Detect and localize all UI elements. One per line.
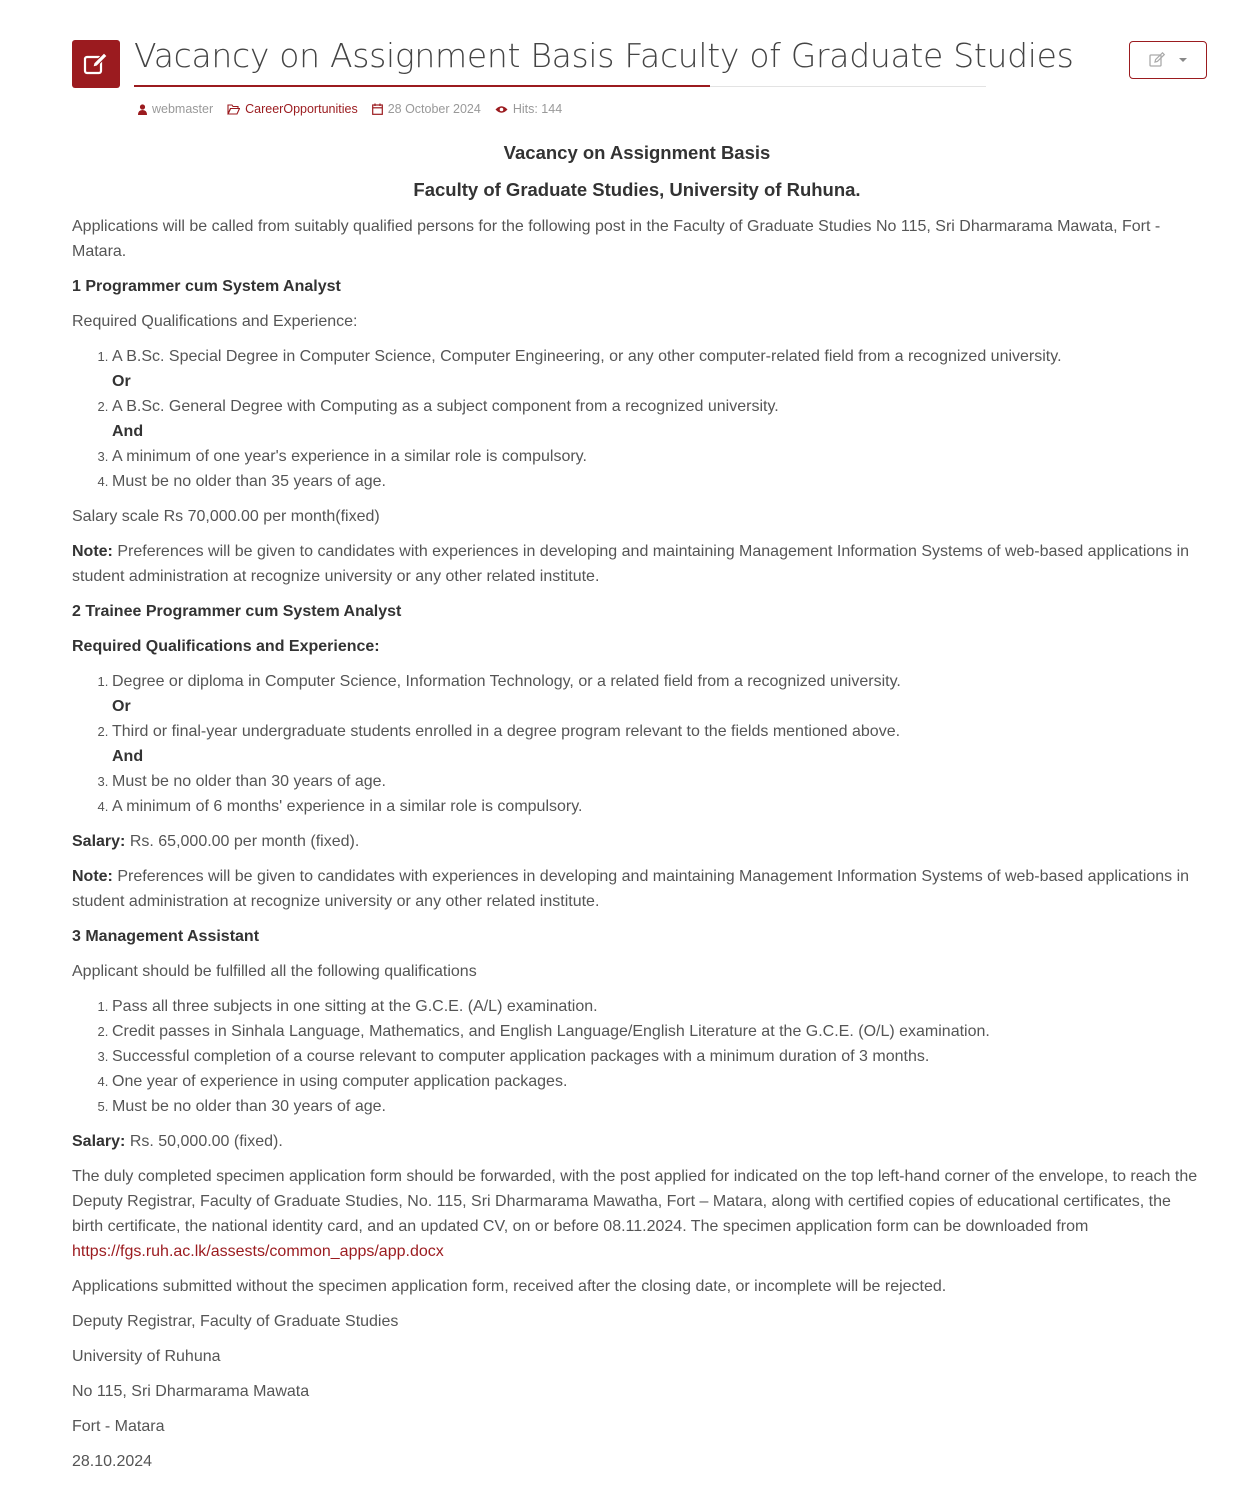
list-item: 4. Must be no older than 35 years of age. bbox=[112, 469, 1202, 494]
post-3-requirements-label: Applicant should be fulfilled all the following qualifications bbox=[72, 963, 477, 980]
meta-category bbox=[227, 102, 358, 116]
note-text: Preferences will be given to candidates with experiences in developing and maintaining Management Information Systems of web-based applications in student administration at recognize university or any other related institute. bbox=[72, 868, 1190, 910]
list-item: 3. Must be no older than 30 years of age. bbox=[112, 769, 1202, 794]
edit-options-button[interactable] bbox=[1129, 41, 1207, 79]
meta-category-link[interactable]: CareerOpportunities bbox=[245, 102, 358, 116]
article-heading-1: Vacancy on Assignment Basis bbox=[503, 142, 771, 163]
title-wrap bbox=[134, 30, 1074, 87]
meta-date-text: 28 October 2024 bbox=[387, 102, 481, 116]
list-item: 1. Degree or diploma in Computer Science, Information Technology, or a related field from a recognized university. Or bbox=[112, 669, 1202, 719]
article-meta bbox=[138, 99, 576, 119]
intro-paragraph: Applications will be called from suitably qualified persons for the following post in the Faculty of Graduate Studies No 115, Sri Dharmarama Mawata, Fort - Matara. bbox=[72, 218, 1161, 260]
list-item: 2. Credit passes in Sinhala Language, Mathematics, and English Language/English Literature at the G.C.E. (O/L) examination. bbox=[112, 1019, 1202, 1044]
joiner-and: And bbox=[112, 748, 144, 765]
post-2-salary bbox=[72, 829, 1202, 854]
post-3-salary bbox=[72, 1129, 1202, 1154]
calendar-icon bbox=[372, 103, 383, 115]
note-label: Note: bbox=[72, 543, 113, 560]
article-heading-2: Faculty of Graduate Studies, University of Ruhuna. bbox=[413, 179, 861, 200]
post-1-title: 1 Programmer cum System Analyst bbox=[72, 278, 341, 295]
post-2-qualifications-list bbox=[72, 669, 1202, 819]
signature-line: Deputy Registrar, Faculty of Graduate Studies bbox=[72, 1313, 399, 1330]
eye-icon bbox=[495, 105, 508, 114]
article-body bbox=[72, 140, 1202, 1484]
edit-icon bbox=[1149, 52, 1167, 68]
signature-line: University of Ruhuna bbox=[72, 1348, 221, 1365]
signature-line: Fort - Matara bbox=[72, 1418, 165, 1435]
meta-author bbox=[138, 102, 213, 116]
list-item: 4. A minimum of 6 months' experience in a similar role is compulsory. bbox=[112, 794, 1202, 819]
signature-line: No 115, Sri Dharmarama Mawata bbox=[72, 1383, 310, 1400]
title-underline bbox=[134, 85, 710, 87]
list-item: 4. One year of experience in using computer application packages. bbox=[112, 1069, 1202, 1094]
joiner-or: Or bbox=[112, 373, 131, 390]
post-2-title: 2 Trainee Programmer cum System Analyst bbox=[72, 603, 402, 620]
rejection-paragraph: Applications submitted without the specimen application form, received after the closing date, or incomplete will be rejected. bbox=[72, 1278, 947, 1295]
folder-open-icon bbox=[227, 104, 240, 115]
meta-hits bbox=[495, 102, 562, 116]
post-1-qualifications-list bbox=[72, 344, 1202, 494]
post-2-requirements-label: Required Qualifications and Experience: bbox=[72, 638, 380, 655]
signature-date: 28.10.2024 bbox=[72, 1453, 153, 1470]
instructions-paragraph bbox=[72, 1164, 1202, 1264]
salary-text: Rs. 50,000.00 (fixed). bbox=[129, 1133, 283, 1150]
list-item: 2. A B.Sc. General Degree with Computing as a subject component from a recognized university. And bbox=[112, 394, 1202, 444]
list-item: 1. Pass all three subjects in one sitting at the G.C.E. (A/L) examination. bbox=[112, 994, 1202, 1019]
meta-hits-text: Hits: 144 bbox=[512, 102, 563, 116]
joiner-or: Or bbox=[112, 698, 131, 715]
meta-date bbox=[372, 102, 481, 116]
list-item: 3. A minimum of one year's experience in a similar role is compulsory. bbox=[112, 444, 1202, 469]
page-title: Vacancy on Assignment Basis Faculty of Graduate Studies bbox=[134, 36, 1074, 75]
title-edit-icon-box bbox=[72, 40, 120, 88]
list-item: 2. Third or final-year undergraduate students enrolled in a degree program relevant to the fields mentioned above. And bbox=[112, 719, 1202, 769]
note-text: Preferences will be given to candidates with experiences in developing and maintaining Management Information Systems of web-based applications in student administration at recognize university or any other related institute. bbox=[72, 543, 1190, 585]
note-label: Note: bbox=[72, 868, 113, 885]
application-form-link[interactable]: https://fgs.ruh.ac.lk/assests/common_apps/app.docx bbox=[72, 1243, 444, 1260]
post-1-requirements-label: Required Qualifications and Experience: bbox=[72, 313, 358, 330]
list-item: 3. Successful completion of a course relevant to computer application packages with a minimum duration of 3 months. bbox=[112, 1044, 1202, 1069]
user-icon bbox=[138, 104, 147, 115]
post-1-note bbox=[72, 539, 1202, 589]
post-1-salary: Salary scale Rs 70,000.00 per month(fixed) bbox=[72, 508, 380, 525]
salary-label: Salary: bbox=[72, 1133, 126, 1150]
joiner-and: And bbox=[112, 423, 144, 440]
instructions-text: The duly completed specimen application form should be forwarded, with the post applied for indicated on the top left-hand corner of the envelope, to reach the Deputy Registrar, Faculty of Graduate Studies, No. 115, Sri Dharmarama Mawatha, Fort – Matara, along with certified copies of educational certificates, the birth certificate, the national identity card, and an updated CV, on or before 08.11.2024. The specimen application form can be downloaded from bbox=[72, 1168, 1198, 1235]
salary-label: Salary: bbox=[72, 833, 126, 850]
post-3-title: 3 Management Assistant bbox=[72, 928, 260, 945]
post-2-note bbox=[72, 864, 1202, 914]
edit-icon bbox=[83, 52, 109, 76]
meta-author-name: webmaster bbox=[152, 102, 214, 116]
list-item: 5. Must be no older than 30 years of age. bbox=[112, 1094, 1202, 1119]
salary-text: Rs. 65,000.00 per month (fixed). bbox=[129, 833, 360, 850]
list-item: 1. A B.Sc. Special Degree in Computer Science, Computer Engineering, or any other computer-related field from a recognized university. Or bbox=[112, 344, 1202, 394]
post-3-qualifications-list bbox=[72, 994, 1202, 1119]
chevron-down-icon bbox=[1179, 58, 1187, 62]
